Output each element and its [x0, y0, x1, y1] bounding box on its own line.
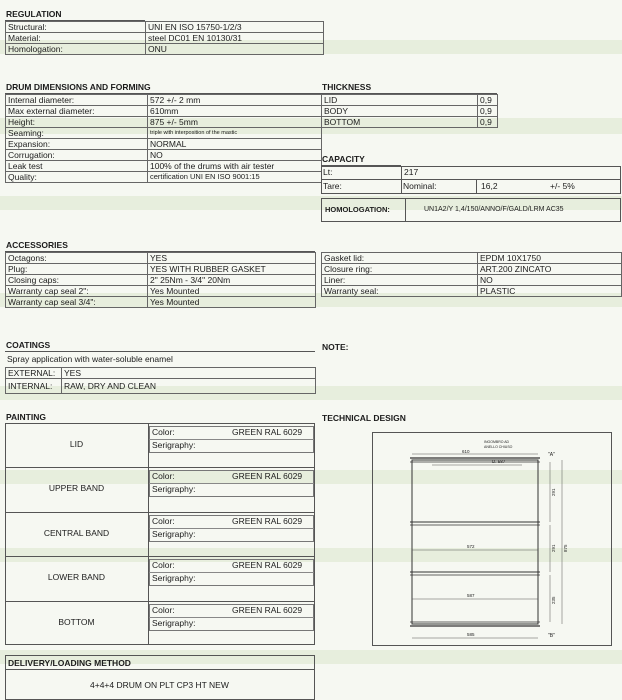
table-row: [322, 106, 498, 117]
drum-label: Leak test: [6, 161, 148, 172]
homologation-label: HOMOLOGATION:: [325, 205, 390, 214]
dim-ring-note-1: INGOMBRO AD: [484, 440, 510, 444]
painting-color-value: GREEN RAL 6029: [232, 471, 303, 481]
drum-value: 572 +/- 2 mm: [148, 95, 322, 106]
drum-title: DRUM DIMENSIONS AND FORMING: [6, 82, 151, 92]
drum-value: NORMAL: [148, 139, 322, 150]
table-row: [322, 95, 498, 106]
accessory-value: YES WITH RUBBER GASKET: [148, 264, 316, 275]
capacity-nominal-value: 16,2: [481, 181, 498, 191]
table-row: [6, 128, 322, 139]
coatings-title: COATINGS: [6, 340, 51, 350]
capacity-lt-value: 217: [404, 167, 419, 177]
rule: [476, 179, 477, 194]
dim-top-outer: 610: [462, 449, 470, 454]
painting-color-label: Color:: [152, 471, 175, 481]
rule: [405, 198, 406, 222]
painting-part: UPPER BAND: [48, 483, 105, 493]
drum-label: Expansion:: [6, 139, 148, 150]
painting-part: CENTRAL BAND: [43, 528, 110, 538]
capacity-title: CAPACITY: [322, 154, 365, 164]
regulation-value: steel DC01 EN 10130/31: [146, 33, 324, 44]
delivery-title: DELIVERY/LOADING METHOD: [8, 658, 131, 668]
note-title: NOTE:: [322, 342, 349, 352]
table-row: [6, 379, 316, 394]
accessory-value: PLASTIC: [478, 286, 622, 297]
accessory-label: Plug:: [6, 264, 148, 275]
accessory-label: Closing caps:: [6, 275, 148, 286]
view-b-label: "B": [548, 633, 555, 639]
table-row: [6, 117, 322, 128]
painting-color-value: GREEN RAL 6029: [232, 560, 303, 570]
rule: [5, 601, 315, 602]
capacity-nominal-label: Nominal:: [403, 181, 437, 191]
rule: [401, 166, 402, 194]
dim-upper-height: 291: [551, 488, 556, 496]
painting-color-label: Color:: [152, 560, 175, 570]
table-row: [6, 253, 316, 264]
table-row: [322, 117, 498, 128]
rule: [5, 512, 315, 513]
drum-value: certification UNI EN ISO 9001:15: [148, 172, 322, 183]
thickness-label: BOTTOM: [322, 117, 478, 128]
drum-label: Corrugation:: [6, 150, 148, 161]
regulation-table: [5, 21, 324, 55]
table-row: [6, 286, 316, 297]
drum-label: Quality:: [6, 172, 148, 183]
coating-value: YES: [62, 368, 316, 379]
drum-label: Max external diameter:: [6, 106, 148, 117]
regulation-value: UNI EN ISO 15750-1/2/3: [146, 22, 324, 33]
accessory-label: Warranty seal:: [322, 286, 478, 297]
coatings-table: [5, 367, 316, 394]
dim-top-inner: D. 587: [492, 459, 506, 464]
regulation-label: Material:: [6, 33, 146, 44]
technical-title: TECHNICAL DESIGN: [322, 413, 406, 423]
painting-serigraphy-label: Serigraphy:: [152, 440, 196, 450]
dim-bottom-diameter: 585: [467, 632, 475, 637]
drum-label: Height:: [6, 117, 148, 128]
accessory-label: Warranty cap seal 2":: [6, 286, 148, 297]
drum-value: NO: [148, 150, 322, 161]
accessory-value: Yes Mounted: [148, 297, 316, 308]
painting-color-value: GREEN RAL 6029: [232, 605, 303, 615]
rule: [5, 351, 315, 352]
accessories-table: [5, 252, 316, 308]
table-row: [6, 150, 322, 161]
table-row: [322, 286, 622, 297]
accessories-right-table: [321, 252, 622, 297]
table-row: [6, 106, 322, 117]
accessories-title: ACCESSORIES: [6, 240, 68, 250]
regulation-label: Structural:: [6, 22, 146, 33]
table-row: [6, 297, 316, 308]
painting-color-value: GREEN RAL 6029: [232, 516, 303, 526]
painting-serigraphy-label: Serigraphy:: [152, 484, 196, 494]
drum-label: Internal diameter:: [6, 95, 148, 106]
thickness-value: 0,9: [478, 117, 498, 128]
accessory-value: ART.200 ZINCATO: [478, 264, 622, 275]
drum-value: 100% of the drums with air tester: [148, 161, 322, 172]
drum-value: 875 +/- 5mm: [148, 117, 322, 128]
table-row: [6, 44, 324, 55]
rule: [5, 467, 315, 468]
table-row: [322, 253, 622, 264]
accessory-value: NO: [478, 275, 622, 286]
rule: [321, 179, 621, 180]
painting-serigraphy-label: Serigraphy:: [152, 573, 196, 583]
accessory-value: YES: [148, 253, 316, 264]
coating-label: INTERNAL:: [6, 379, 62, 394]
capacity-box: [321, 166, 621, 194]
table-row: [6, 161, 322, 172]
painting-serigraphy-label: Serigraphy:: [152, 529, 196, 539]
painting-color-label: Color:: [152, 427, 175, 437]
accessory-label: Warranty cap seal 3/4":: [6, 297, 148, 308]
accessory-label: Gasket lid:: [322, 253, 478, 264]
painting-color-label: Color:: [152, 605, 175, 615]
drum-table: [5, 94, 322, 183]
accessory-value: EPDM 10X1750: [478, 253, 622, 264]
table-row: [6, 264, 316, 275]
view-a-label: "A": [548, 452, 555, 458]
drum-label: Seaming:: [6, 128, 148, 139]
capacity-tolerance: +/- 5%: [550, 181, 575, 191]
drum-value: 610mm: [148, 106, 322, 117]
accessory-value: Yes Mounted: [148, 286, 316, 297]
coating-value: RAW, DRY AND CLEAN: [62, 379, 316, 394]
dim-total-height: 875: [563, 544, 568, 552]
dim-middle-height: 291: [551, 544, 556, 552]
rule: [5, 556, 315, 557]
table-row: [6, 139, 322, 150]
accessory-label: Liner:: [322, 275, 478, 286]
dim-lower-height: 235: [551, 596, 556, 604]
thickness-value: 0,9: [478, 106, 498, 117]
homologation-value: UN1A2/Y 1,4/150/ANNO/F/GALD/LRM AC35: [424, 206, 564, 213]
accessory-label: Closure ring:: [322, 264, 478, 275]
regulation-label: Homologation:: [6, 44, 146, 55]
painting-part: BOTTOM: [58, 617, 95, 627]
table-row: [6, 95, 322, 106]
coating-label: EXTERNAL:: [6, 368, 62, 379]
rule: [5, 669, 315, 670]
accessory-label: Octagons:: [6, 253, 148, 264]
capacity-tare-label: Tare:: [323, 181, 342, 191]
painting-serigraphy-label: Serigraphy:: [152, 618, 196, 628]
dim-inner-diameter: 572: [467, 544, 475, 549]
drum-value: triple with interposition of the mastic: [148, 128, 322, 139]
table-row: [6, 275, 316, 286]
table-row: [6, 22, 324, 33]
painting-part: LID: [69, 439, 84, 449]
drum-body-outline: [412, 460, 538, 624]
table-row: [6, 33, 324, 44]
painting-part: LOWER BAND: [47, 572, 106, 582]
regulation-title: REGULATION: [6, 9, 62, 19]
thickness-value: 0,9: [478, 95, 498, 106]
table-row: [322, 275, 622, 286]
thickness-table: [321, 94, 498, 128]
capacity-lt-label: Lt:: [323, 167, 333, 177]
painting-title: PAINTING: [6, 412, 46, 422]
accessory-value: 2" 25Nm - 3/4" 20Nm: [148, 275, 316, 286]
thickness-label: LID: [322, 95, 478, 106]
painting-color-value: GREEN RAL 6029: [232, 427, 303, 437]
coatings-description: Spray application with water-soluble enamel: [7, 354, 173, 364]
thickness-label: BODY: [322, 106, 478, 117]
table-row: [6, 172, 322, 183]
dim-ring-note-2: ANELLO CHIUSO: [484, 445, 513, 449]
drum-drawing: [372, 432, 612, 646]
thickness-title: THICKNESS: [322, 82, 372, 92]
dim-lower-diameter: 587: [467, 593, 475, 598]
regulation-value: ONU: [146, 44, 324, 55]
table-row: [6, 368, 316, 379]
table-row: [322, 264, 622, 275]
painting-color-label: Color:: [152, 516, 175, 526]
delivery-value: 4+4+4 DRUM ON PLT CP3 HT NEW: [90, 680, 229, 690]
